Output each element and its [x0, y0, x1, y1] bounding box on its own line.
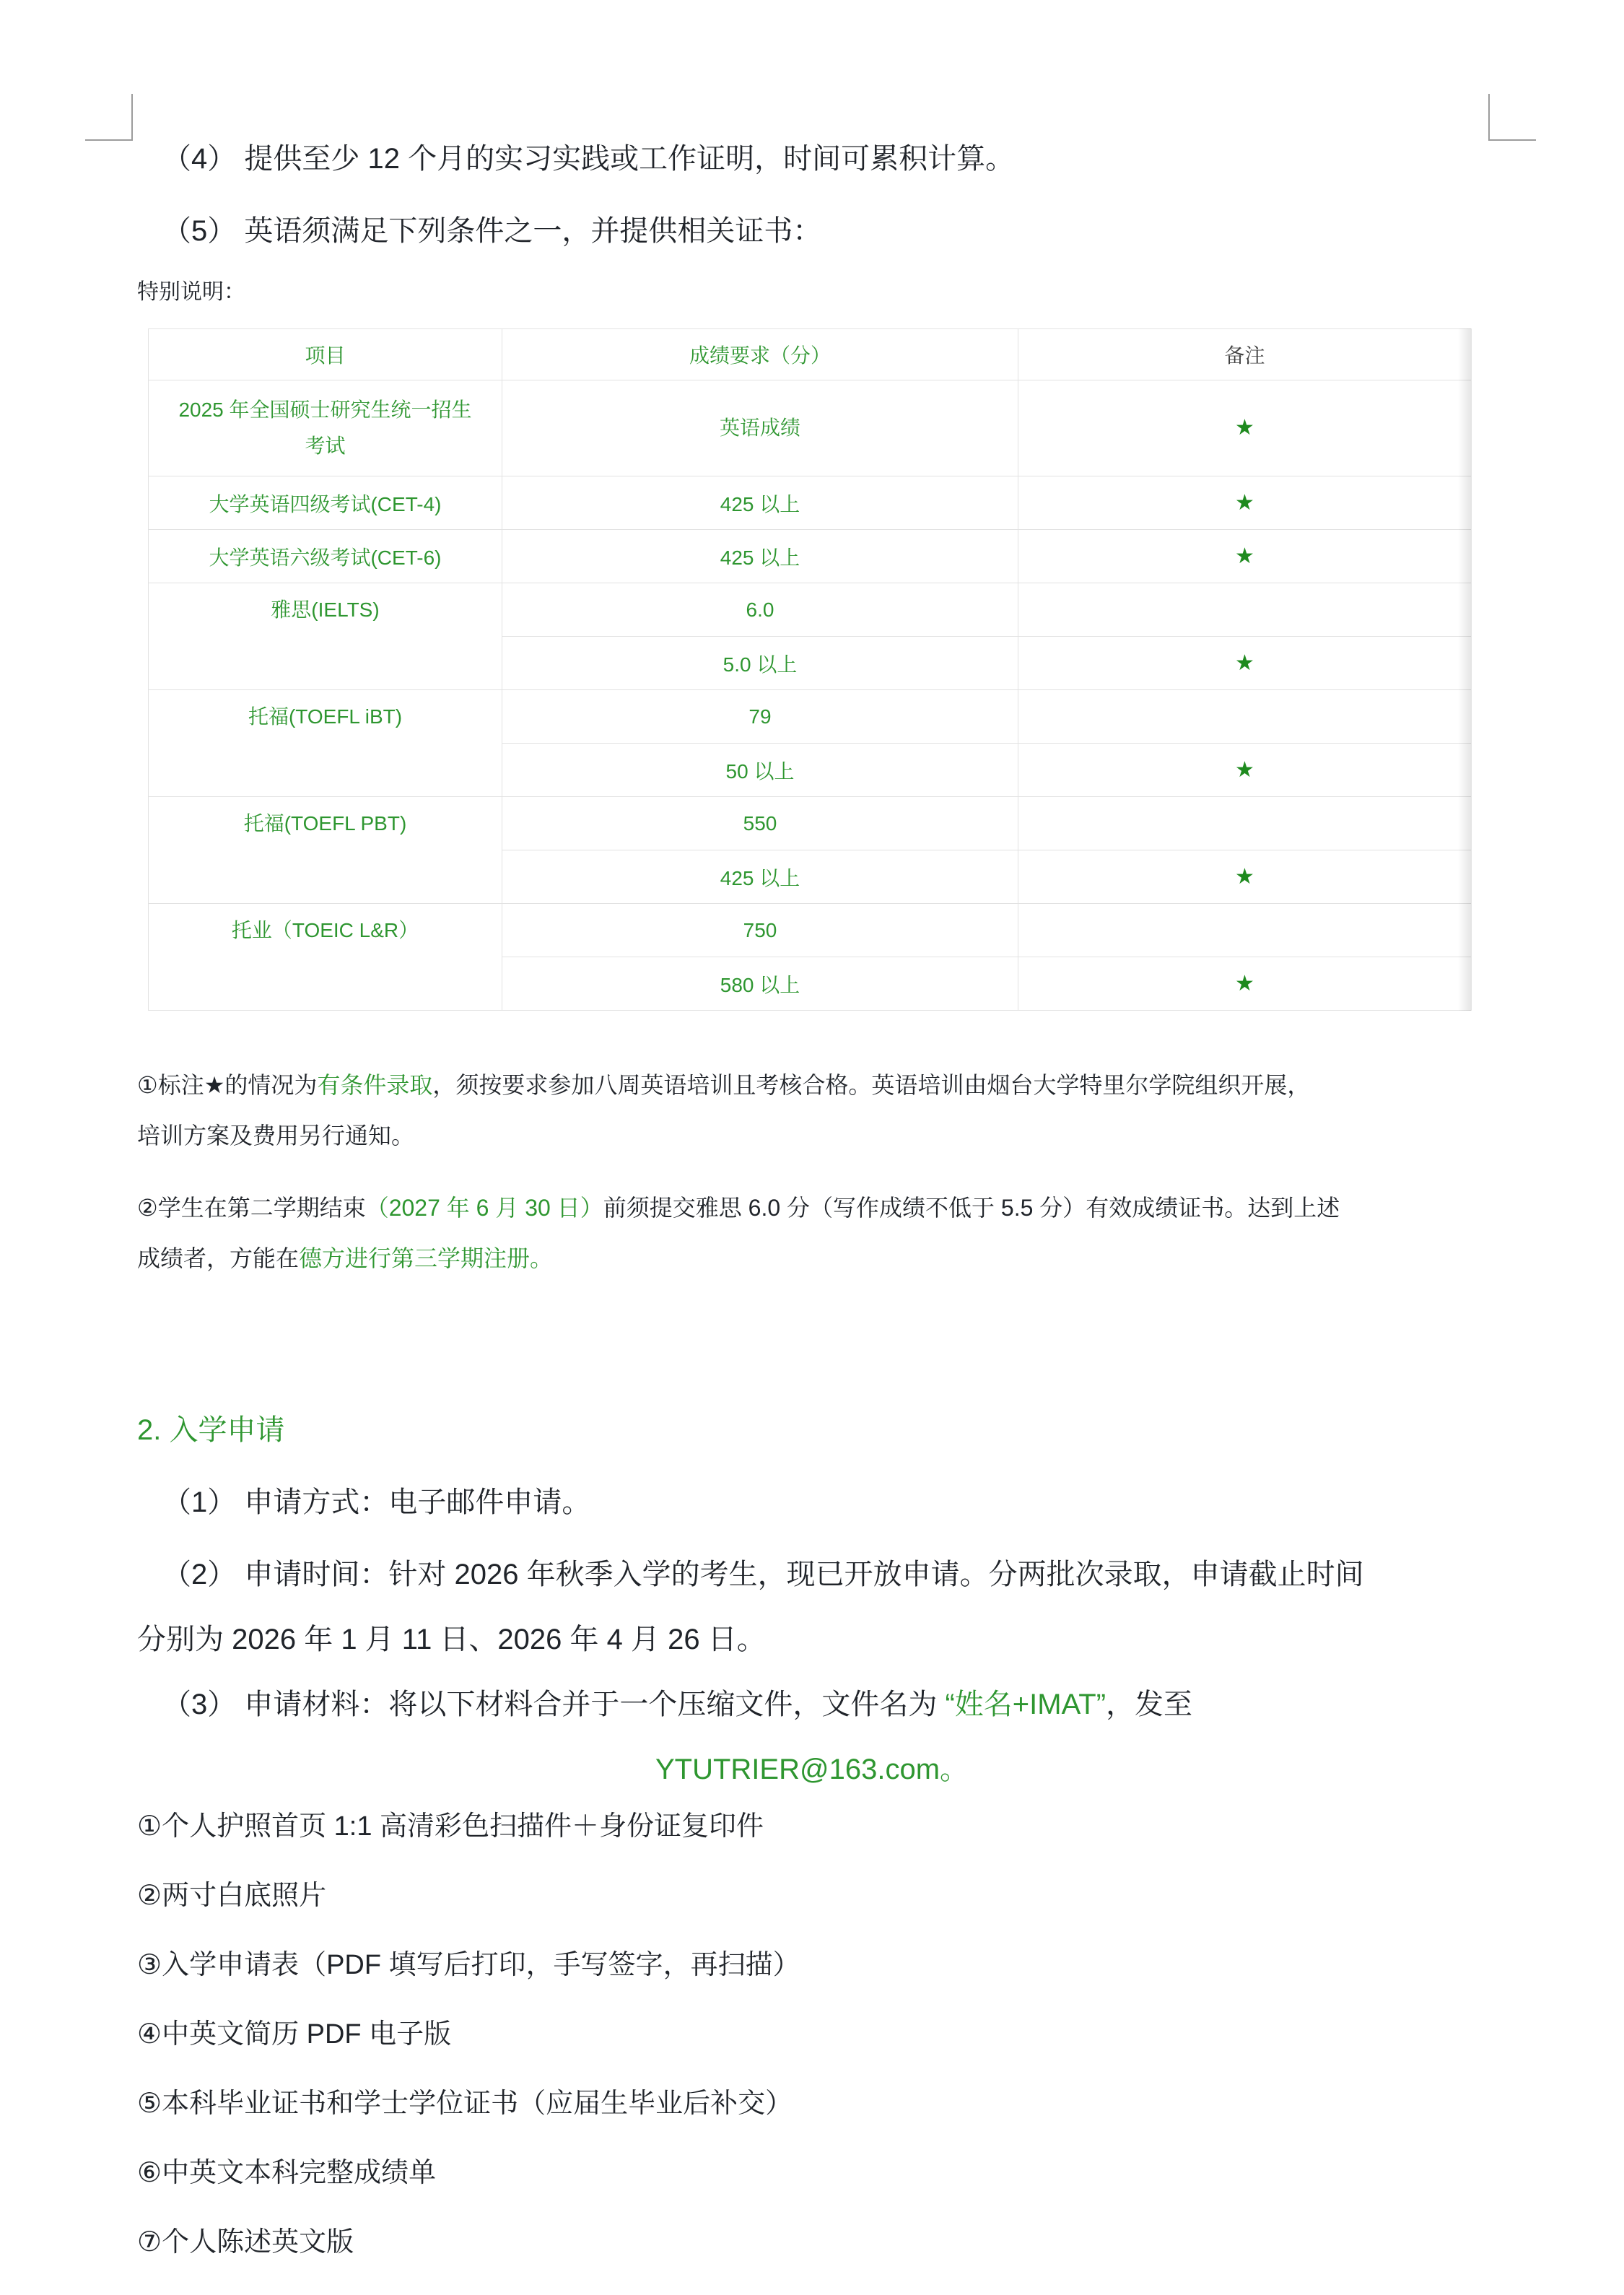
list-item: ④中英文简历 PDF 电子版: [137, 2019, 452, 2050]
item-cell: 托福(TOEFL PBT): [149, 797, 502, 904]
email-address: YTUTRIER@163.com。: [655, 1754, 969, 1785]
green-text-segment: （2027 年 6 月 30 日）: [365, 1195, 603, 1221]
star-icon: ★: [1235, 491, 1254, 515]
score-cell: 580 以上: [502, 957, 1018, 1011]
remark-cell: [1018, 637, 1472, 690]
list-item: ②两寸白底照片: [137, 1881, 327, 1911]
remark-cell: [1018, 797, 1472, 850]
remark-cell: [1018, 690, 1472, 744]
item-cell: 托业（TOEIC L&R）: [149, 904, 502, 1011]
table-row: [149, 583, 1472, 637]
text-segment: （3） 申请材料：将以下材料合并于一个压缩文件，文件名为: [162, 1689, 946, 1720]
note-1-line-1: [137, 1060, 1487, 1110]
green-text-segment: 德方进行第三学期注册。: [299, 1245, 554, 1271]
text-segment: 前须提交雅思 6.0 分（写作成绩不低于 5.5 分）有效成绩证书。达到上述: [603, 1195, 1340, 1221]
score-cell: 50 以上: [502, 744, 1018, 797]
green-text-segment: 有条件录取: [317, 1072, 433, 1098]
table-row: [149, 904, 1472, 957]
text-segment: ②学生在第二学期结束: [137, 1195, 366, 1221]
remark-cell: [1018, 530, 1472, 583]
list-item: ⑤本科毕业证书和学士学位证书（应届生毕业后补交）: [137, 2089, 793, 2119]
table-row: [149, 530, 1472, 583]
list-item: ①个人护照首页 1:1 高清彩色扫描件＋身份证复印件: [137, 1811, 764, 1842]
list-item: ⑥中英文本科完整成绩单: [137, 2158, 437, 2188]
remark-cell: [1018, 904, 1472, 957]
text-segment: ①标注★的情况为: [137, 1072, 318, 1098]
item-cell: 雅思(IELTS): [149, 583, 502, 690]
note-1-line-2: [137, 1110, 1487, 1161]
table-row: [149, 797, 1472, 850]
remark-cell: [1018, 583, 1472, 637]
table-row: [149, 690, 1472, 744]
star-icon: ★: [1235, 416, 1254, 440]
remark-cell: [1018, 380, 1472, 476]
text-segment: ，发至: [1106, 1689, 1193, 1720]
paragraph-materials-intro: [137, 1672, 1487, 1737]
paragraph-apply-time-line-2: 分别为 2026 年 1 月 11 日、2026 年 4 月 26 日。: [137, 1624, 766, 1655]
star-icon: ★: [1235, 865, 1254, 889]
text-segment: 培训方案及费用另行通知。: [137, 1123, 415, 1149]
score-table: [148, 328, 1472, 1011]
item-cell: 2025 年全国硕士研究生统一招生考试: [149, 380, 502, 476]
item-cell: 大学英语六级考试(CET-6): [149, 530, 502, 583]
note-2-line-2: [137, 1233, 1487, 1284]
table-row: [149, 476, 1472, 530]
note-2: [137, 1183, 1487, 1284]
paragraph-item-4: （4） 提供至少 12 个月的实习实践或工作证明，时间可累积计算。: [162, 143, 1015, 175]
paragraph-apply-method: （1） 申请方式：电子邮件申请。: [162, 1486, 591, 1518]
score-cell: 425 以上: [502, 850, 1018, 904]
star-icon: ★: [1235, 972, 1254, 996]
score-cell: 英语成绩: [502, 380, 1018, 476]
star-icon: ★: [1235, 758, 1254, 782]
paragraph-apply-time-line-1: （2） 申请时间：针对 2026 年秋季入学的考生，现已开放申请。分两批次录取，申请截止时间: [162, 1559, 1364, 1590]
score-cell: 79: [502, 690, 1018, 744]
page-corner-mark-left: [85, 94, 133, 141]
score-cell: 6.0: [502, 583, 1018, 637]
page-corner-mark-right: [1488, 94, 1536, 141]
special-note-label: 特别说明：: [137, 280, 245, 304]
list-item: ③入学申请表（PDF 填写后打印，手写签字，再扫描）: [137, 1950, 800, 1980]
star-icon: ★: [1235, 651, 1254, 675]
section-heading-application: 2. 入学申请: [137, 1414, 285, 1446]
remark-cell: [1018, 476, 1472, 530]
score-cell: 425 以上: [502, 530, 1018, 583]
text-segment: 成绩者，方能在: [137, 1245, 300, 1271]
item-cell: 大学英语四级考试(CET-4): [149, 476, 502, 530]
score-cell: 750: [502, 904, 1018, 957]
score-table-wrap: [148, 328, 1471, 1011]
paragraph-item-5: （5） 英语须满足下列条件之一，并提供相关证书：: [162, 215, 822, 247]
text-segment: ，须按要求参加八周英语培训且考核合格。英语培训由烟台大学特里尔学院组织开展，: [432, 1072, 1311, 1098]
remark-cell: [1018, 850, 1472, 904]
item-cell: 托福(TOEFL iBT): [149, 690, 502, 797]
remark-cell: [1018, 744, 1472, 797]
list-item: ⑦个人陈述英文版: [137, 2227, 354, 2257]
score-cell: 5.0 以上: [502, 637, 1018, 690]
remark-cell: [1018, 957, 1472, 1011]
note-2-line-1: [137, 1183, 1487, 1233]
note-1: [137, 1060, 1487, 1161]
table-header-row: [149, 329, 1472, 380]
table-header-cell: 备注: [1018, 329, 1472, 380]
score-cell: 550: [502, 797, 1018, 850]
table-header-cell: 项目: [149, 329, 502, 380]
table-row: [149, 380, 1472, 476]
score-cell: 425 以上: [502, 476, 1018, 530]
star-icon: ★: [1235, 544, 1254, 568]
green-text-segment: “姓名+IMAT”: [945, 1689, 1106, 1720]
materials-list: [137, 1792, 1487, 2277]
table-header-cell: 成绩要求（分）: [502, 329, 1018, 380]
